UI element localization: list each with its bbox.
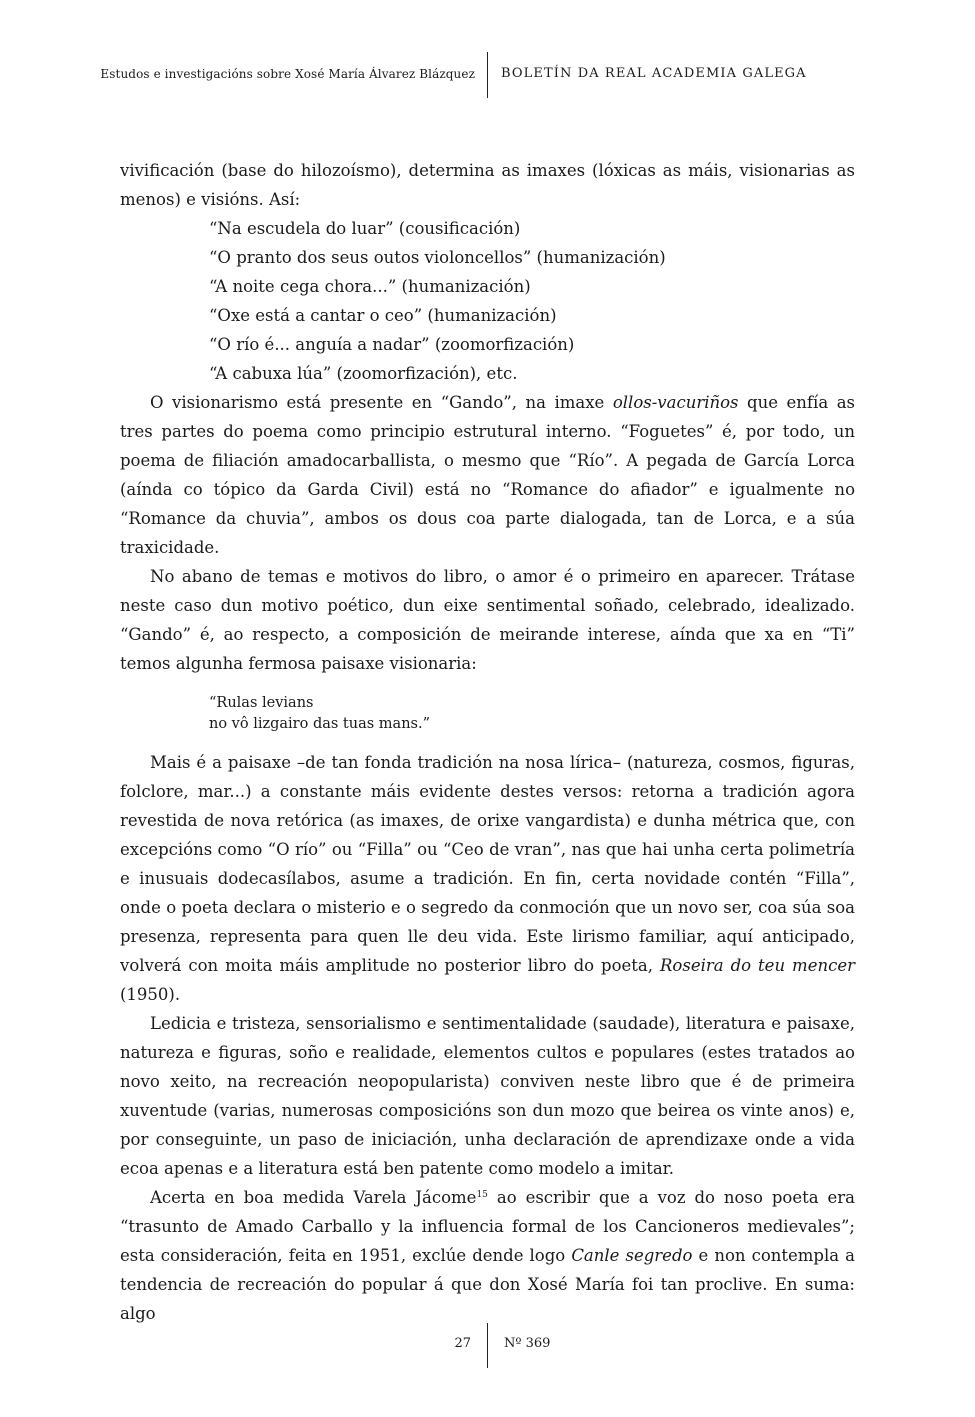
paragraph-6: Acerta en boa medida Varela Jácome$^{15}$ ao escribir que a voz do noso poeta era “trasunto de Amado Carballo y la influencia formal de los Cancioneros medievales”; esta consideración, feita en 1951, exclúe dende logo Canle segredo e non contempla a tendencia de recreación do popular á que don Xosé María foi tan proclive. En suma: algo [120,1188,855,1323]
header-journal-title: BOLETÍN DA REAL ACADEMIA GALEGA [501,66,807,81]
italic-term: ollos-vacuriños [612,393,739,412]
article-body [120,156,855,1328]
paragraph-5: Ledicia e tristeza, sensorialismo e sentimentalidade (saudade), literatura e paisaxe, natureza e figuras, soño e realidade, elementos cultos e populares (estes tratados ao novo xeito, na recreación neopopularista) conviven neste libro que é de primeira xuventude (varias, numerosas composicións son dun mozo que beirea os vinte anos) e, por conseguinte, un paso de iniciación, unha declaración de aprendizaxe onde a vida ecoa apenas e a literatura está ben patente como modelo a imitar. [120,1014,855,1178]
verse-quote [209,693,855,735]
page-number: 27 [454,1336,471,1351]
verse-line: “Rulas levians [209,695,314,711]
issue-number: Nº 369 [504,1336,551,1351]
quote-item: “A noite cega chora...” (humanización) [209,277,531,296]
italic-book-title: Canle segredo [571,1246,693,1265]
header-divider [487,52,488,98]
running-header [0,52,975,100]
quote-item: “A cabuxa lúa” (zoomorfización), etc. [209,364,518,383]
footnote-marker[interactable]: 15 [476,1190,488,1200]
header-section-title: Estudos e investigacións sobre Xosé María Álvarez Blázquez [100,67,475,81]
paragraph-1: vivificación (base do hilozoísmo), determina as imaxes (lóxicas as máis, visionarias as menos) e visións. Así: [120,161,855,209]
quote-list [120,214,855,388]
page-footer [0,1323,975,1371]
paragraph-3: No abano de temas e motivos do libro, o amor é o primeiro en aparecer. Trátase neste caso dun motivo poético, dun eixe sentimental soñado, celebrado, idealizado. “Gando” é, ao respecto, a composición de meirande interese, aínda que xa en “Ti” temos algunha fermosa paisaxe visionaria: [120,567,855,673]
quote-item: “O pranto dos seus outos violoncellos” (humanización) [209,248,666,267]
quote-item: “Na escudela do luar” (cousificación) [209,219,521,238]
paragraph-4: Mais é a paisaxe –de tan fonda tradición na nosa lírica– (natureza, cosmos, figuras, folclore, mar...) a constante máis evidente destes versos: retorna a tradición agora revestida de nova retórica (as imaxes, de orixe vangardista) e dunha métrica que, con excepcións como “O río” ou “Filla” ou “Ceo de vran”, nas que hai unha certa polimetría e inusuais dodecasílabos, asume a tradición. En fin, certa novidade contén “Filla”, onde o poeta declara o misterio e o segredo da conmoción que un novo ser, coa súa soa presenza, representa para quen lle deu vida. Este lirismo familiar, aquí anticipado, volverá con moita máis amplitude no posterior libro do poeta, Roseira do teu mencer (1950). [120,753,855,1004]
footer-divider [487,1323,488,1368]
quote-item: “Oxe está a cantar o ceo” (humanización) [209,306,557,325]
quote-item: “O río é... anguía a nadar” (zoomorfización) [209,335,575,354]
verse-line: no vô lizgairo das tuas mans.” [209,716,430,732]
italic-book-title: Roseira do teu mencer [660,956,855,975]
paragraph-2: O visionarismo está presente en “Gando”, na imaxe ollos-vacuriños que enfía as tres partes do poema como principio estrutural interno. “Foguetes” é, por todo, un poema de filiación amadocarballista, o mesmo que “Río”. A pegada de García Lorca (aínda co tópico da Garda Civil) está no “Romance do afiador” e igualmente no “Romance da chuvia”, ambos os dous coa parte dialogada, tan de Lorca, e a súa traxicidade. [120,393,855,557]
